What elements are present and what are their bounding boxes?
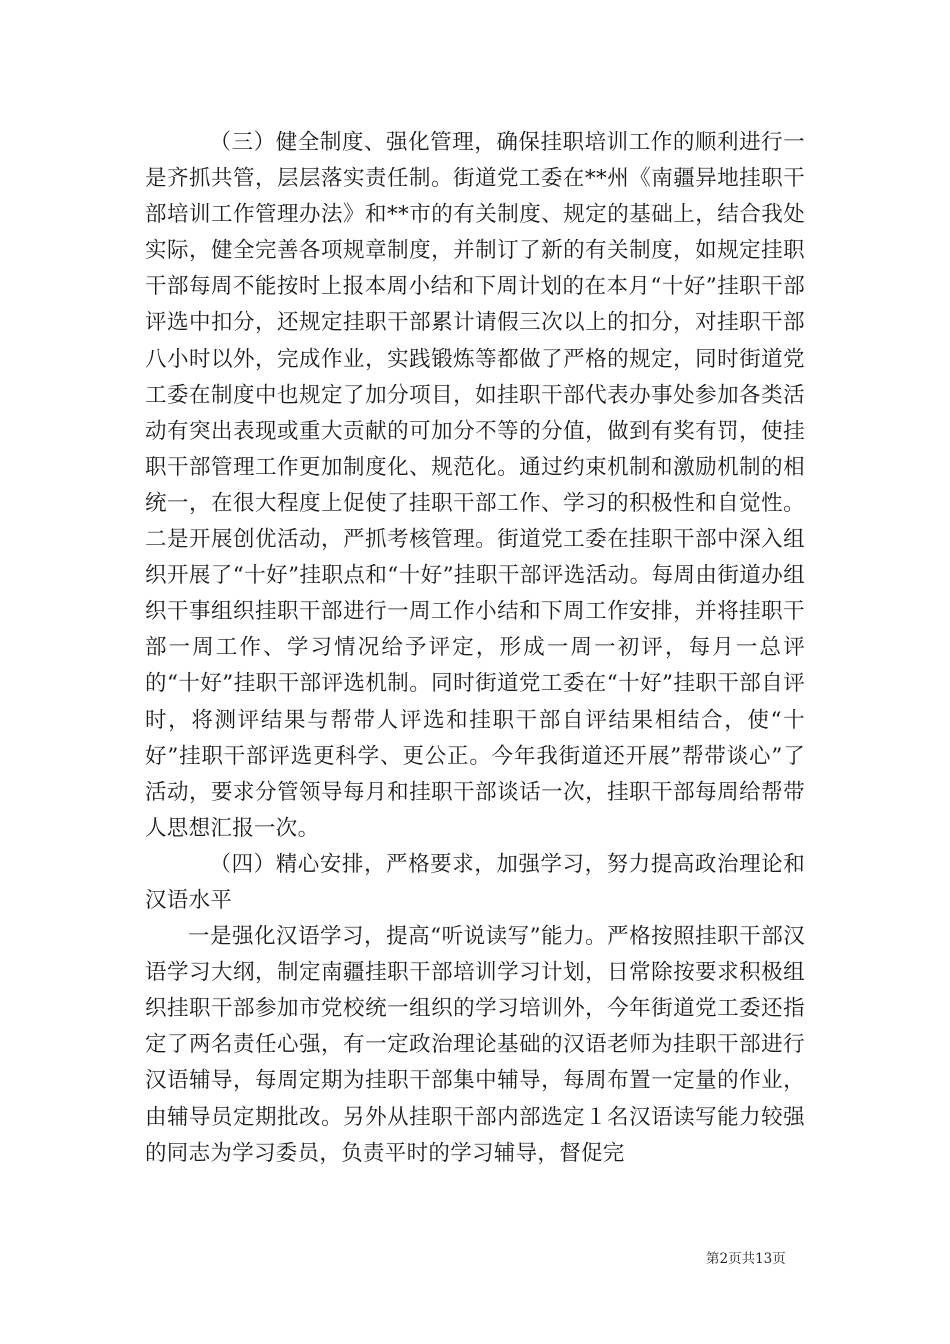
paragraph-section-three: （三）健全制度、强化管理，确保挂职培训工作的顺利进行一是齐抓共管，层层落实责任制。街道党工委在**州《南疆异地挂职干部培训工作管理办法》和**市的有关制度、规定的基础上，结合我处实际，健全完善各项规章制度，并制订了新的有关制度，如规定挂职干部每周不能按时上报本周小结和下周计划的在本月“十好”挂职干部评选中扣分，还规定挂职干部累计请假三次以上的扣分，对挂职干部八小时以外，完成作业，实践锻炼等都做了严格的规定，同时街道党工委在制度中也规定了加分项目，如挂职干部代表办事处参加各类活动有突出表现或重大贡献的可加分不等的分值，做到有奖有罚，使挂职干部管理工作更加制度化、规范化。通过约束机制和激励机制的相统一，在很大程度上促使了挂职干部工作、学习的积极性和自觉性。二是开展创优活动，严抓考核管理。街道党工委在挂职干部中深入组织开展了“十好”挂职点和“十好”挂职干部评选活动。每周由街道办组织干事组织挂职干部进行一周工作小结和下周工作安排，并将挂职干部一周工作、学习情况给予评定，形成一周一初评，每月一总评的“十好”挂职干部评选机制。同时街道党工委在“十好”挂职干部自评时，将测评结果与帮带人评选和挂职干部自评结果相结合，使“十好”挂职干部评选更科学、更公正。今年我街道还开展”帮带谈心”了活动，要求分管领导每月和挂职干部谈话一次，挂职干部每周给帮带人思想汇报一次。 bbox=[145, 130, 805, 841]
paragraph-section-four-heading: （四）精心安排，严格要求，加强学习，努力提高政治理论和汉语水平 bbox=[145, 851, 805, 913]
document-body bbox=[145, 125, 805, 1172]
page-number: 第2页共13页 bbox=[706, 1251, 786, 1267]
paragraph-chinese-study: 一是强化汉语学习，提高“听说读写”能力。严格按照挂职干部汉语学习大纲，制定南疆挂职干部培训学习计划，日常除按要求积极组织挂职干部参加市党校统一组织的学习培训外，今年街道党工委还指定了两名责任心强，有一定政治理论基础的汉语老师为挂职干部进行汉语辅导，每周定期为挂职干部集中辅导，每周布置一定量的作业，由辅导员定期批改。另外从挂职干部内部选定１名汉语读写能力较强的同志为学习委员，负责平时的学习辅导，督促完 bbox=[145, 924, 805, 1166]
